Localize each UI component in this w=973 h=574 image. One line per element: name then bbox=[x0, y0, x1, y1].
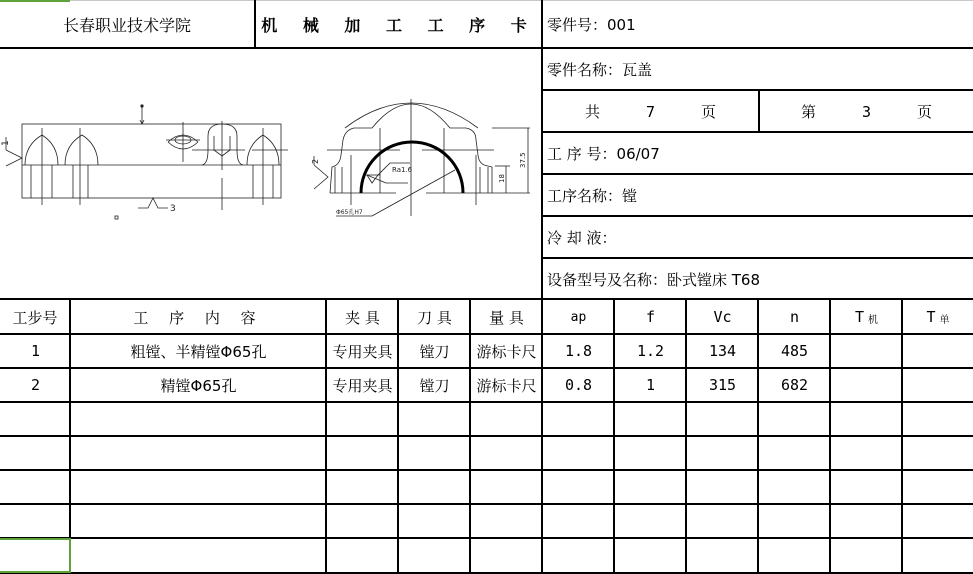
table-cell-ap[interactable] bbox=[543, 538, 614, 573]
process-name-cell[interactable] bbox=[543, 175, 973, 216]
table-cell-fixture[interactable]: 专用夹具 bbox=[332, 376, 393, 395]
table-cell-step[interactable] bbox=[1, 470, 70, 504]
part-drawing bbox=[0, 49, 542, 299]
table-cell-vc[interactable]: 134 bbox=[708, 342, 737, 360]
table-cell-f[interactable]: 1.2 bbox=[636, 342, 665, 360]
grid-line bbox=[542, 257, 973, 259]
table-cell-tool[interactable] bbox=[399, 436, 470, 470]
table-cell-tool[interactable] bbox=[399, 402, 470, 436]
table-cell-t-machine[interactable] bbox=[831, 504, 902, 538]
table-cell-t-machine[interactable] bbox=[831, 470, 902, 504]
table-cell-f[interactable] bbox=[615, 436, 686, 470]
header-t-machine: T 机 bbox=[854, 308, 879, 326]
part-number: 零件号：001 bbox=[547, 15, 636, 34]
process-name: 工序名称：镗 bbox=[547, 187, 638, 205]
table-cell-t-machine[interactable] bbox=[831, 436, 902, 470]
table-cell-content[interactable] bbox=[71, 538, 326, 573]
table-cell-f[interactable] bbox=[615, 402, 686, 436]
header-t-unit: T 单 bbox=[926, 308, 950, 326]
svg-text:18: 18 bbox=[498, 174, 506, 183]
table-cell-tool[interactable] bbox=[399, 470, 470, 504]
table-cell-ap[interactable]: 0.8 bbox=[564, 376, 593, 394]
header-step: 工步号 bbox=[12, 308, 58, 327]
table-cell-vc[interactable] bbox=[687, 470, 758, 504]
header-content: 工 序 内 容 bbox=[133, 308, 264, 327]
table-cell-n[interactable] bbox=[759, 538, 830, 573]
front-view bbox=[311, 99, 530, 216]
total-pages-cell[interactable] bbox=[543, 91, 758, 132]
total-pages-suffix: 页 bbox=[701, 103, 717, 121]
table-cell-t-machine[interactable] bbox=[831, 538, 902, 573]
table-cell-vc[interactable] bbox=[687, 436, 758, 470]
table-cell-f[interactable] bbox=[615, 470, 686, 504]
table-cell-step[interactable]: 2 bbox=[30, 376, 41, 394]
equipment-cell[interactable] bbox=[543, 259, 973, 300]
table-cell-fixture[interactable] bbox=[327, 470, 398, 504]
table-cell-ap[interactable] bbox=[543, 470, 614, 504]
table-cell-vc[interactable] bbox=[687, 538, 758, 573]
table-cell-ap[interactable] bbox=[543, 504, 614, 538]
part-name: 零件名称：瓦盖 bbox=[547, 61, 653, 79]
table-cell-gauge[interactable]: 游标卡尺 bbox=[476, 342, 537, 361]
table-cell-ap[interactable] bbox=[543, 402, 614, 436]
table-cell-content[interactable] bbox=[71, 402, 326, 436]
svg-text:37.5: 37.5 bbox=[519, 152, 527, 168]
table-cell-step[interactable]: 1 bbox=[30, 342, 41, 360]
svg-text:Φ65孔H7: Φ65孔H7 bbox=[336, 209, 363, 216]
table-cell-t-unit[interactable] bbox=[903, 504, 973, 538]
table-cell-f[interactable]: 1 bbox=[645, 376, 656, 394]
table-cell-gauge[interactable] bbox=[471, 538, 542, 573]
table-cell-t-unit[interactable] bbox=[903, 470, 973, 504]
table-cell-gauge[interactable] bbox=[471, 402, 542, 436]
table-cell-t-unit[interactable] bbox=[903, 334, 973, 368]
table-cell-content[interactable]: 粗镗、半精镗Φ65孔 bbox=[130, 342, 267, 361]
selected-cell-highlight bbox=[0, 538, 71, 573]
grid-line bbox=[542, 215, 973, 217]
table-cell-step[interactable] bbox=[1, 436, 70, 470]
process-number-cell[interactable] bbox=[543, 133, 973, 174]
side-view bbox=[1, 105, 288, 219]
table-cell-tool[interactable]: 镗刀 bbox=[419, 342, 450, 361]
table-cell-content[interactable] bbox=[71, 504, 326, 538]
svg-text:Ra1.6: Ra1.6 bbox=[392, 166, 413, 174]
part-drawing-area[interactable] bbox=[0, 49, 542, 299]
table-cell-tool[interactable] bbox=[399, 504, 470, 538]
table-cell-n[interactable] bbox=[759, 436, 830, 470]
grid-line bbox=[0, 47, 973, 49]
svg-text:1: 1 bbox=[1, 140, 11, 146]
table-cell-fixture[interactable] bbox=[327, 402, 398, 436]
table-cell-vc[interactable] bbox=[687, 402, 758, 436]
table-cell-fixture[interactable] bbox=[327, 538, 398, 573]
table-cell-n[interactable]: 485 bbox=[780, 342, 809, 360]
table-cell-content[interactable] bbox=[71, 470, 326, 504]
grid-line bbox=[758, 90, 760, 132]
page-number-value: 3 bbox=[861, 102, 872, 121]
svg-text:3: 3 bbox=[170, 204, 176, 214]
table-cell-fixture[interactable] bbox=[327, 504, 398, 538]
table-cell-content[interactable] bbox=[71, 436, 326, 470]
table-cell-f[interactable] bbox=[615, 504, 686, 538]
table-cell-t-unit[interactable] bbox=[903, 436, 973, 470]
table-cell-tool[interactable]: 镗刀 bbox=[419, 376, 450, 395]
grid-line bbox=[254, 0, 256, 48]
school-name: 长春职业技术学院 bbox=[62, 15, 191, 35]
table-cell-ap[interactable] bbox=[543, 436, 614, 470]
table-cell-gauge[interactable] bbox=[471, 504, 542, 538]
table-cell-n[interactable]: 682 bbox=[780, 376, 809, 394]
card-title: 机 械 加 工 工 序 卡 bbox=[261, 15, 537, 35]
header-tool: 刀 具 bbox=[417, 308, 452, 327]
table-cell-step[interactable] bbox=[1, 504, 70, 538]
table-cell-gauge[interactable] bbox=[471, 470, 542, 504]
header-fixture: 夹 具 bbox=[345, 308, 380, 327]
page-number-suffix: 页 bbox=[917, 103, 933, 121]
school-name-cell[interactable] bbox=[0, 0, 254, 48]
part-name-cell[interactable] bbox=[543, 49, 973, 90]
header-vc: Vc bbox=[713, 308, 732, 326]
equipment: 设备型号及名称：卧式镗床 T68 bbox=[547, 271, 761, 289]
header-n: n bbox=[789, 308, 800, 326]
table-cell-f[interactable] bbox=[615, 538, 686, 573]
table-cell-content[interactable]: 精镗Φ65孔 bbox=[160, 376, 237, 395]
grid-line bbox=[0, 298, 973, 300]
coolant: 冷 却 液： bbox=[547, 229, 617, 247]
table-cell-t-machine[interactable] bbox=[831, 334, 902, 368]
coolant-cell[interactable] bbox=[543, 217, 973, 258]
header-gauge: 量 具 bbox=[489, 308, 524, 327]
page-number-cell[interactable] bbox=[760, 91, 973, 132]
svg-text:2: 2 bbox=[311, 158, 320, 164]
table-cell-n[interactable] bbox=[759, 402, 830, 436]
table-cell-tool[interactable] bbox=[399, 538, 470, 573]
table-cell-vc[interactable] bbox=[687, 504, 758, 538]
grid-line bbox=[542, 173, 973, 175]
part-number-cell[interactable] bbox=[543, 0, 973, 48]
table-cell-t-unit[interactable] bbox=[903, 402, 973, 436]
table-cell-vc[interactable]: 315 bbox=[708, 376, 737, 394]
table-cell-n[interactable] bbox=[759, 504, 830, 538]
table-cell-gauge[interactable]: 游标卡尺 bbox=[476, 376, 537, 395]
table-cell-fixture[interactable]: 专用夹具 bbox=[332, 342, 393, 361]
table-cell-gauge[interactable] bbox=[471, 436, 542, 470]
total-pages-value: 7 bbox=[645, 102, 656, 121]
table-cell-t-unit[interactable] bbox=[903, 538, 973, 573]
total-pages-prefix: 共 bbox=[584, 103, 600, 121]
table-cell-step[interactable] bbox=[1, 402, 70, 436]
table-cell-fixture[interactable] bbox=[327, 436, 398, 470]
process-step-table bbox=[0, 299, 973, 573]
table-cell-t-machine[interactable] bbox=[831, 402, 902, 436]
table-cell-ap[interactable]: 1.8 bbox=[564, 342, 593, 360]
process-number: 工 序 号：06/07 bbox=[547, 145, 660, 163]
table-cell-t-unit[interactable] bbox=[903, 368, 973, 402]
card-title-cell[interactable] bbox=[256, 0, 542, 48]
page-number-prefix: 第 bbox=[800, 103, 816, 121]
table-cell-t-machine[interactable] bbox=[831, 368, 902, 402]
table-cell-n[interactable] bbox=[759, 470, 830, 504]
header-f: f bbox=[645, 308, 656, 326]
header-ap: ap bbox=[570, 309, 587, 325]
